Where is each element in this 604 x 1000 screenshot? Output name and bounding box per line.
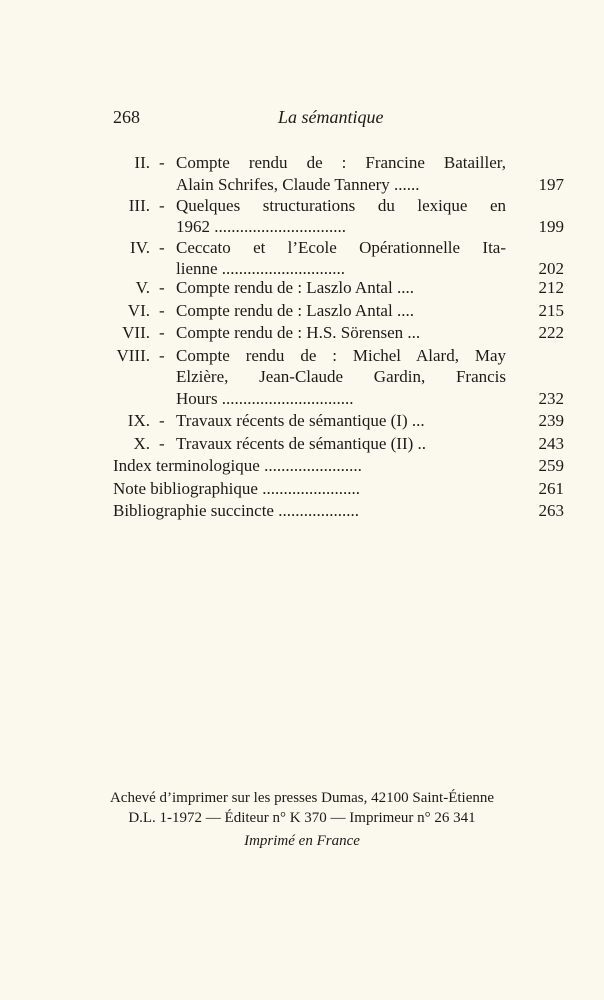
toc-page-number: 259: [538, 456, 564, 475]
toc-entry-number: IX.: [127, 411, 150, 430]
toc-entry-text: Compte rendu de : H.S. Sörensen ...: [176, 323, 421, 342]
toc-entry-text: Compte rendu de : Michel Alard, May: [176, 346, 506, 365]
toc-entry-number: VII.: [122, 323, 150, 342]
toc-entry-line: [0, 216, 604, 238]
toc-entry-line: [0, 433, 604, 455]
toc-entry-line: [0, 478, 604, 500]
toc-entry-line: [0, 322, 604, 344]
toc-entry-number: VI.: [127, 301, 150, 320]
toc-entry-line: [0, 345, 604, 367]
toc-dash: -: [159, 434, 165, 453]
toc-entry-line: [0, 300, 604, 322]
toc-page-number: 261: [538, 479, 564, 498]
toc-page-number: 199: [538, 217, 564, 236]
toc-page-number: 215: [538, 301, 564, 320]
toc-dash: -: [159, 346, 165, 365]
toc-entry-number: VIII.: [116, 346, 150, 365]
toc-entry-text: Elzière, Jean-Claude Gardin, Francis: [176, 367, 506, 386]
toc-entry-text: Travaux récents de sémantique (II) ..: [176, 434, 427, 453]
toc-entry-line: [0, 500, 604, 522]
toc-dash: -: [159, 238, 165, 257]
toc-entry-line: [0, 410, 604, 432]
toc-entry-line: [0, 277, 604, 299]
toc-entry-line: [0, 237, 604, 259]
page-number: 268: [113, 107, 140, 127]
toc-entry-text: 1962 ...............................: [176, 217, 346, 236]
toc-entry-number: IV.: [130, 238, 150, 257]
toc-entry-text: Bibliographie succincte ...................: [113, 501, 359, 520]
toc-page-number: 232: [538, 389, 564, 408]
toc-entry-line: [0, 152, 604, 174]
toc-dash: -: [159, 153, 165, 172]
legal-deposit-line: D.L. 1-1972 — Éditeur n° K 370 — Imprimeur n° 26 341: [128, 810, 476, 826]
printer-line: Achevé d’imprimer sur les presses Dumas, 42100 Saint-Étienne: [109, 790, 495, 806]
toc-dash: -: [159, 196, 165, 215]
toc-entry-text: Travaux récents de sémantique (I) ...: [176, 411, 425, 430]
toc-entry-text: Quelques structurations du lexique en: [176, 196, 506, 215]
toc-entry-line: [0, 174, 604, 196]
toc-dash: -: [159, 411, 165, 430]
running-title: La sémantique: [278, 107, 384, 127]
toc-entry-text: Compte rendu de : Laszlo Antal ....: [176, 301, 414, 320]
toc-page-number: 197: [538, 175, 564, 194]
toc-page-number: 243: [538, 434, 564, 453]
toc-entry-text: Alain Schrifes, Claude Tannery ......: [176, 175, 420, 194]
toc-entry-number: III.: [128, 196, 150, 215]
toc-entry-line: [0, 388, 604, 410]
toc-dash: -: [159, 323, 165, 342]
toc-page-number: 212: [538, 278, 564, 297]
printed-in-line: Imprimé en France: [244, 833, 360, 849]
toc-entry-text: Ceccato et l’Ecole Opérationnelle Ita-: [176, 238, 506, 257]
toc-entry-line: [0, 195, 604, 217]
toc-dash: -: [159, 278, 165, 297]
toc-entry-number: II.: [134, 153, 150, 172]
toc-page-number: 202: [538, 259, 564, 278]
toc-entry-text: Index terminologique .......................: [113, 456, 362, 475]
page-header: [0, 107, 604, 131]
toc-dash: -: [159, 301, 165, 320]
toc-entry-line: [0, 366, 604, 388]
toc-page-number: 239: [538, 411, 564, 430]
toc-entry-text: Hours ...............................: [176, 389, 354, 408]
toc-page-number: 263: [538, 501, 564, 520]
toc-page-number: 222: [538, 323, 564, 342]
toc-entry-line: [0, 455, 604, 477]
toc-entry-text: Note bibliographique .......................: [113, 479, 360, 498]
toc-entry-number: X.: [133, 434, 150, 453]
toc-entry-text: Compte rendu de : Laszlo Antal ....: [176, 278, 414, 297]
toc-entry-number: V.: [135, 278, 150, 297]
toc-entry-text: lienne .............................: [176, 259, 346, 278]
toc-entry-text: Compte rendu de : Francine Batailler,: [176, 153, 506, 172]
